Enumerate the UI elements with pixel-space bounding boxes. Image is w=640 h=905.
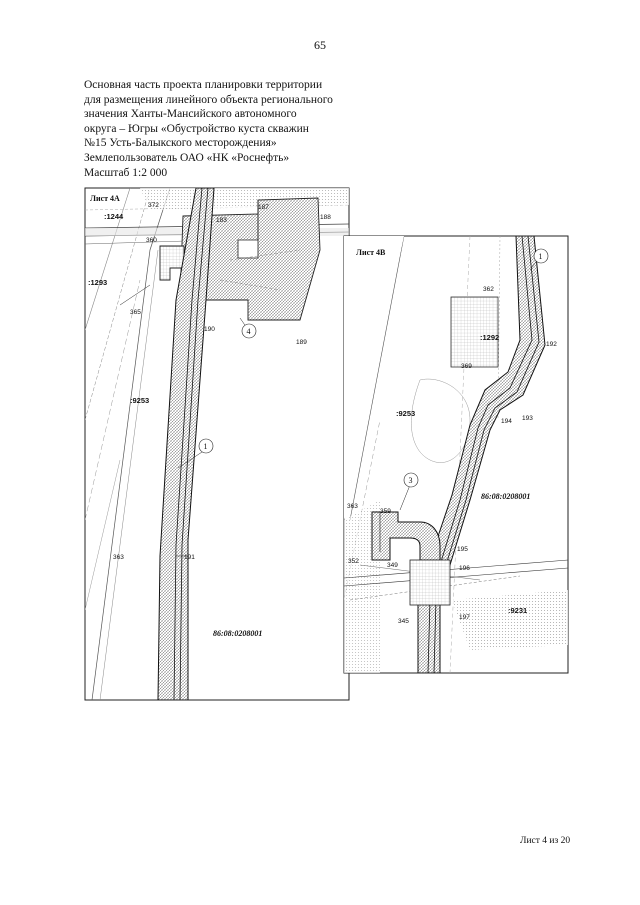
title-line: значения Ханты-Мансийского автономного [84, 108, 297, 121]
boundary-point: 362 [483, 286, 494, 293]
callout-marker [404, 473, 418, 487]
sheet-4b-label: Лист 4В [356, 248, 386, 257]
page-number: 65 [314, 38, 326, 52]
parcel-label: :1244 [104, 212, 124, 221]
sheet-4a-map [85, 188, 349, 700]
boundary-point: 193 [522, 415, 533, 422]
boundary-point: 360 [146, 237, 157, 244]
cadastral-number: 86:08:0208001 [481, 492, 531, 501]
boundary-point: 188 [320, 214, 331, 221]
boundary-point: 345 [398, 618, 409, 625]
boundary-point: 349 [387, 562, 398, 569]
callout-marker [199, 439, 213, 453]
cadastral-number: 86:08:0208001 [213, 629, 263, 638]
boundary-point: 363 [113, 554, 124, 561]
boundary-point: 365 [130, 309, 141, 316]
sheet-4b-map [344, 236, 568, 673]
boundary-point: 189 [296, 339, 307, 346]
parcel-label: :1293 [88, 278, 108, 287]
parcel-label: :9253 [396, 409, 416, 418]
parcel-label: :1292 [480, 333, 500, 342]
sheet-4a-label: Лист 4А [90, 194, 120, 203]
callout-number: 4 [246, 327, 251, 336]
boundary-point: 359 [380, 508, 391, 515]
boundary-point: 196 [459, 565, 470, 572]
scale-line: Масштаб 1:2 000 [84, 166, 168, 179]
callout-number: 1 [203, 442, 208, 451]
boundary-point: 363 [347, 503, 358, 510]
boundary-point: 194 [501, 418, 512, 425]
boundary-point: 191 [184, 554, 195, 561]
boundary-point: 369 [461, 363, 472, 370]
title-line: Землепользователь ОАО «НК «Роснефть» [84, 151, 290, 164]
callout-number: 1 [538, 252, 543, 261]
boundary-point: 183 [216, 217, 227, 224]
boundary-point: 187 [258, 204, 269, 211]
callout-number: 3 [408, 476, 413, 485]
title-line: округа – Югры «Обустройство куста скважин [84, 122, 309, 135]
boundary-point: 190 [204, 326, 215, 333]
boundary-point: 352 [348, 558, 359, 565]
sheet-footer: Лист 4 из 20 [520, 836, 571, 846]
boundary-point: 195 [457, 546, 468, 553]
callout-marker [534, 249, 548, 263]
boundary-point: 192 [546, 341, 557, 348]
boundary-point: 197 [459, 614, 470, 621]
title-line: для размещения линейного объекта регионального [84, 93, 333, 106]
parcel-label: :9253 [130, 396, 150, 405]
boundary-point: 372 [148, 202, 159, 209]
title-line: Основная часть проекта планировки территории [84, 79, 323, 91]
parcel-label: :9231 [508, 606, 528, 615]
title-line: №15 Усть-Балыкского месторождения» [84, 137, 277, 150]
callout-marker [242, 324, 256, 338]
